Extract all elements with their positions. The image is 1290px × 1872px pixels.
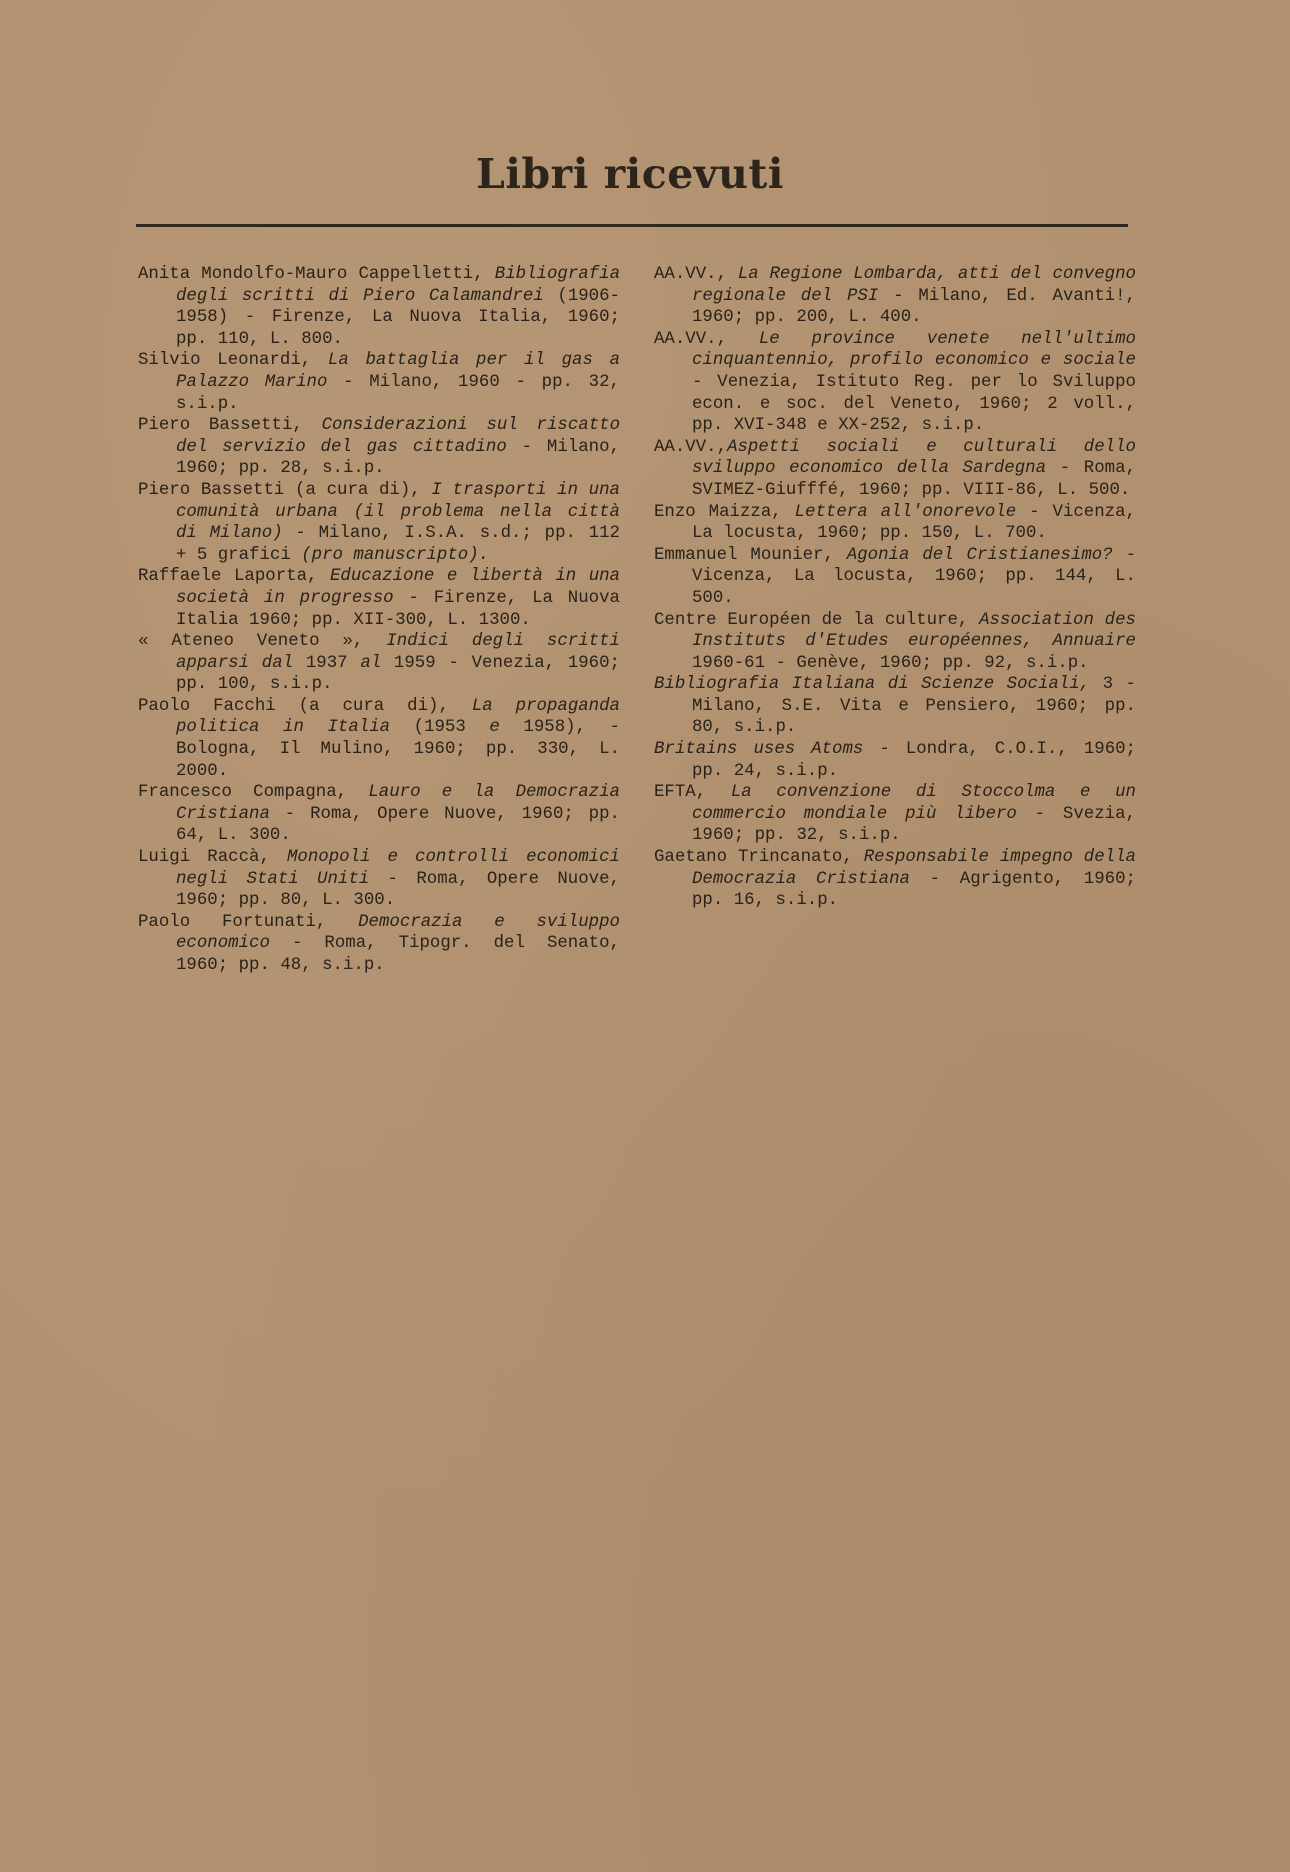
entry-text: - Milano, 1960 - pp. 32, s.i.p. <box>176 372 620 414</box>
entry-text: AA.VV., <box>654 329 759 349</box>
bibliography-entry <box>138 912 620 977</box>
entry-text: (1953 <box>390 718 490 738</box>
entry-text: 1958), - Bologna, Il Mulino, 1960; pp. 330, L. 2000. <box>176 718 620 781</box>
bibliography-entry <box>138 696 620 782</box>
bibliography-entry <box>138 264 620 350</box>
bibliography-entry <box>654 502 1136 545</box>
entry-text: Piero Bassetti, <box>138 416 322 436</box>
entry-text: - Vicenza, La locusta, 1960; pp. 150, L. 700. <box>692 502 1136 544</box>
bibliography-entry <box>654 264 1136 329</box>
entry-text: - Firenze, La Nuova Italia 1960; pp. XII-300, L. 1300. <box>176 588 620 630</box>
entry-text: - Svezia, 1960; pp. 32, s.i.p. <box>692 804 1136 846</box>
right-column <box>654 264 1136 912</box>
entry-text: Paolo Facchi (a cura di), <box>138 696 472 716</box>
entry-text: AA.VV., <box>654 265 738 284</box>
bibliography-entry <box>138 566 620 631</box>
entry-text: - Milano, I.S.A. s.d.; pp. 112 + 5 grafici <box>176 524 620 565</box>
bibliography-entry <box>654 437 1136 502</box>
entry-text: Anita Mondolfo-Mauro Cappelletti, <box>138 265 495 284</box>
entry-text: Luigi Raccà, <box>138 848 287 868</box>
bibliography-entry <box>138 415 620 480</box>
entry-text: Enzo Maizza, <box>654 502 795 522</box>
bibliography-entry <box>138 350 620 415</box>
bibliography-entry <box>138 847 620 912</box>
entry-title-text: Educazione e libertà in una società in progresso <box>176 567 620 608</box>
bibliography-entry <box>138 480 620 566</box>
bibliography-entry <box>654 610 1136 675</box>
entry-text: (1906-1958) - Firenze, La Nuova Italia, 1960; pp. 110, L. 800. <box>176 286 620 349</box>
bibliography-entry <box>654 329 1136 437</box>
entry-text: - Milano, 1960; pp. 28, s.i.p. <box>176 437 620 479</box>
title-rule <box>136 224 1128 227</box>
entry-text: Paolo Fortunati, <box>138 912 359 932</box>
entry-title-text: La battaglia per il gas a Palazzo Marino <box>176 351 621 392</box>
entry-text: - Londra, C.O.I., 1960; pp. 24, s.i.p. <box>692 740 1136 781</box>
entry-title-text: (pro manuscripto). <box>301 545 490 565</box>
entry-text: Francesco Compagna, <box>138 783 369 803</box>
entry-title-text: Association des Instituts d'Etudes européennes, Annuaire <box>692 610 1136 652</box>
entry-title-text: Indici degli scritti apparsi dal <box>176 632 620 673</box>
entry-text: Piero Bassetti (a cura di), <box>138 480 432 500</box>
entry-title-text: Democrazia e sviluppo economico <box>176 912 620 954</box>
entry-title-text: Britains uses Atoms <box>654 740 864 760</box>
entry-title-text: La Regione Lombarda, atti del convegno regionale del PSI <box>692 265 1136 306</box>
entry-title-text: Responsabile impegno della Democrazia Cristiana <box>692 848 1136 889</box>
entry-text: - Venezia, Istituto Reg. per lo Sviluppo econ. e soc. del Veneto, 1960; 2 voll., pp. XVI-348 e XX-252, s.i.p. <box>692 372 1136 436</box>
entry-title-text: La propaganda politica in Italia <box>176 696 620 738</box>
entry-text: « Ateneo Veneto », <box>138 632 387 652</box>
entry-title-text: Monopoli e controlli economici negli Stati Uniti <box>176 848 620 889</box>
entry-title-text: Agonia del Cristianesimo? <box>846 545 1113 565</box>
entry-text: - Roma, Tipogr. del Senato, 1960; pp. 48, s.i.p. <box>176 934 620 975</box>
entry-text: - Vicenza, La locusta, 1960; pp. 144, L. 500. <box>692 545 1137 608</box>
entry-text: - Roma, Opere Nuove, 1960; pp. 64, L. 300. <box>176 804 620 846</box>
entry-text: EFTA, <box>654 783 731 803</box>
bibliography-entry <box>654 674 1136 739</box>
bibliography-entry <box>138 782 620 847</box>
entry-title-text: Bibliografia degli scritti di Piero Calamandrei <box>176 265 620 306</box>
entry-text: - Roma, SVIMEZ-Giufffé, 1960; pp. VIII-86, L. 500. <box>692 459 1136 500</box>
entry-text: 1960-61 - Genève, 1960; pp. 92, s.i.p. <box>692 653 1089 673</box>
entry-text: Silvio Leonardi, <box>138 351 328 371</box>
entry-title-text: I trasporti in una comunità urbana (il problema nella città di Milano) <box>176 480 620 544</box>
entry-text: - Roma, Opere Nuove, 1960; pp. 80, L. 300. <box>176 869 620 911</box>
entry-text: - Milano, Ed. Avanti!, 1960; pp. 200, L. 400. <box>692 286 1136 328</box>
entry-title-text: Considerazioni sul riscatto del servizio del gas cittadino <box>176 416 621 457</box>
bibliography-entry <box>654 739 1136 782</box>
entry-title-text: Lettera all'onorevole <box>794 502 1017 522</box>
entry-text: Gaetano Trincanato, <box>654 848 864 868</box>
entry-title-text: Le province venete nell'ultimo cinquantennio, profilo economico e sociale <box>692 329 1136 371</box>
entry-title-text: Bibliografia Italiana di Scienze Sociali, <box>654 675 1091 695</box>
entry-title-text: Aspetti sociali e culturali dello sviluppo economico della Sardegna <box>692 437 1136 479</box>
bibliography-entry <box>138 631 620 696</box>
entry-text: - Agrigento, 1960; pp. 16, s.i.p. <box>692 869 1136 911</box>
entry-text: 3 - Milano, S.E. Vita e Pensiero, 1960; pp. 80, s.i.p. <box>692 675 1136 738</box>
left-column <box>138 264 620 977</box>
entry-title-text: Lauro e la Democrazia Cristiana <box>176 783 620 824</box>
page-title: Libri ricevuti <box>476 150 784 198</box>
entry-title-text: La convenzione di Stoccolma e un commercio mondiale più libero <box>692 783 1136 824</box>
entry-text: 1937 <box>293 653 361 673</box>
entry-title-text: al <box>360 653 382 673</box>
bibliography-entry <box>654 782 1136 847</box>
entry-text: AA.VV., <box>654 437 728 457</box>
entry-text: Raffaele Laporta, <box>138 567 330 587</box>
entry-title-text: e <box>489 718 500 738</box>
entry-text: Centre Européen de la culture, <box>654 610 980 630</box>
bibliography-entry <box>654 847 1136 912</box>
bibliography-entry <box>654 545 1136 610</box>
entry-text: Emmanuel Mounier, <box>654 545 847 565</box>
entry-text: 1959 - Venezia, 1960; pp. 100, s.i.p. <box>176 653 620 695</box>
